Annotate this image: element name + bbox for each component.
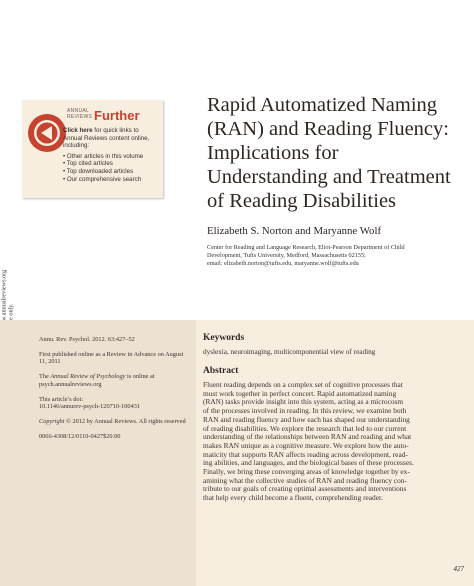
title-line: (RAN) and Reading Fluency: [207, 118, 449, 140]
keywords-heading: Keywords [203, 333, 245, 343]
further-link-list [63, 153, 159, 183]
further-link-item[interactable]: • Our comprehensive search [63, 175, 142, 183]
abstract-line: (RAN) tasks provide insight into this system, acting as a microcosm [203, 397, 404, 407]
abstract-line: RAN and reading fluency and how each has shaped our understanding [203, 414, 410, 424]
abstract-line: understanding of the relationships between RAN and reading and what [203, 432, 412, 442]
further-link-item[interactable]: • Top cited articles [63, 160, 113, 168]
article-title [207, 93, 469, 213]
doi-label: This article’s doi: [39, 395, 84, 403]
publication-metadata [39, 336, 189, 447]
doi-value[interactable]: 10.1146/annurev-psych-120710-100431 [39, 403, 141, 411]
title-line: of Reading Disabilities [207, 190, 397, 212]
further-links-box[interactable] [22, 100, 163, 198]
brand-line-1: ANNUAL [67, 108, 90, 114]
journal-name: Annual Review of Psychology [50, 373, 126, 381]
affiliation-line: Development, Tufts University, Medford, Massachusetts 02155; [207, 251, 366, 259]
further-intro: for quick links to Annual Reviews content online, including: [63, 127, 150, 150]
authors: Elizabeth S. Norton and Maryanne Wolf [207, 225, 382, 237]
further-link-item[interactable]: • Other articles in this volume [63, 152, 144, 160]
brand-line-2: REVIEWS [67, 113, 93, 120]
abstract-line: makes RAN unique as a cognitive measure. We explore how the auto- [203, 440, 409, 450]
further-description [63, 127, 159, 183]
affiliation-line: Center for Reading and Language Research, Eliot-Pearson Department of Child [207, 244, 405, 251]
abstract-line: Finally, we bring these converging areas of knowledge together by ex- [203, 467, 410, 477]
further-link-item[interactable]: • Top downloaded articles [63, 167, 134, 175]
title-line: Implications for [207, 142, 339, 164]
citation: Annu. Rev. Psychol. 2012. 63:427–52 [39, 336, 135, 343]
title-line: Rapid Automatized Naming [207, 94, 438, 116]
journal-online-note: The Annual Review of Psychology is online at psych.annualreviews.org [39, 373, 155, 388]
first-published: First published online as a Review in Advance on August 11, 2011 [39, 350, 184, 366]
further-header [67, 108, 140, 123]
abstract-line: of reading disabilities. We explore the research that led to our current [203, 423, 407, 433]
title-line: Understanding and Treatment [207, 166, 451, 188]
page-number: 427 [453, 565, 464, 573]
abstract-text [203, 381, 471, 503]
issn: 0066-4308/12/0110-0427$20.00 [39, 432, 121, 440]
affiliation-line: email: elizabeth.norton@tufts.edu, maryanne.wolf@tufts.edu [207, 259, 359, 267]
abstract-line: that help every child become a fluent, comprehending reader. [203, 493, 383, 503]
abstract-line: ing abilities, and languages, and the biological bases of these processes. [203, 458, 414, 468]
abstract-heading: Abstract [203, 366, 239, 376]
doi-block [39, 396, 189, 411]
abstract-line: tribute to our goals of creating optimal assessments and interventions [203, 484, 407, 494]
abstract-line: Fluent reading depends on a complex set of cognitive processes that [203, 380, 403, 389]
keywords-text: dyslexia, neuroimaging, multicomponential view of reading [203, 348, 376, 356]
affiliation [207, 244, 469, 267]
further-heading: Further [94, 108, 140, 123]
copyright: Copyright © 2012 by Annual Reviews. All rights reserved [39, 417, 186, 425]
abstract-line: of the processes involved in reading. In this review, we examine both [203, 406, 407, 416]
abstract-line: must work together in perfect concert. Rapid automatized naming [203, 388, 397, 398]
abstract-line: maticity that supports RAN affects reading across development, read- [203, 449, 408, 459]
abstract-line: amining what the collective studies of RAN and reading fluency con- [203, 475, 407, 485]
click-here-link[interactable]: Click here [63, 127, 93, 134]
